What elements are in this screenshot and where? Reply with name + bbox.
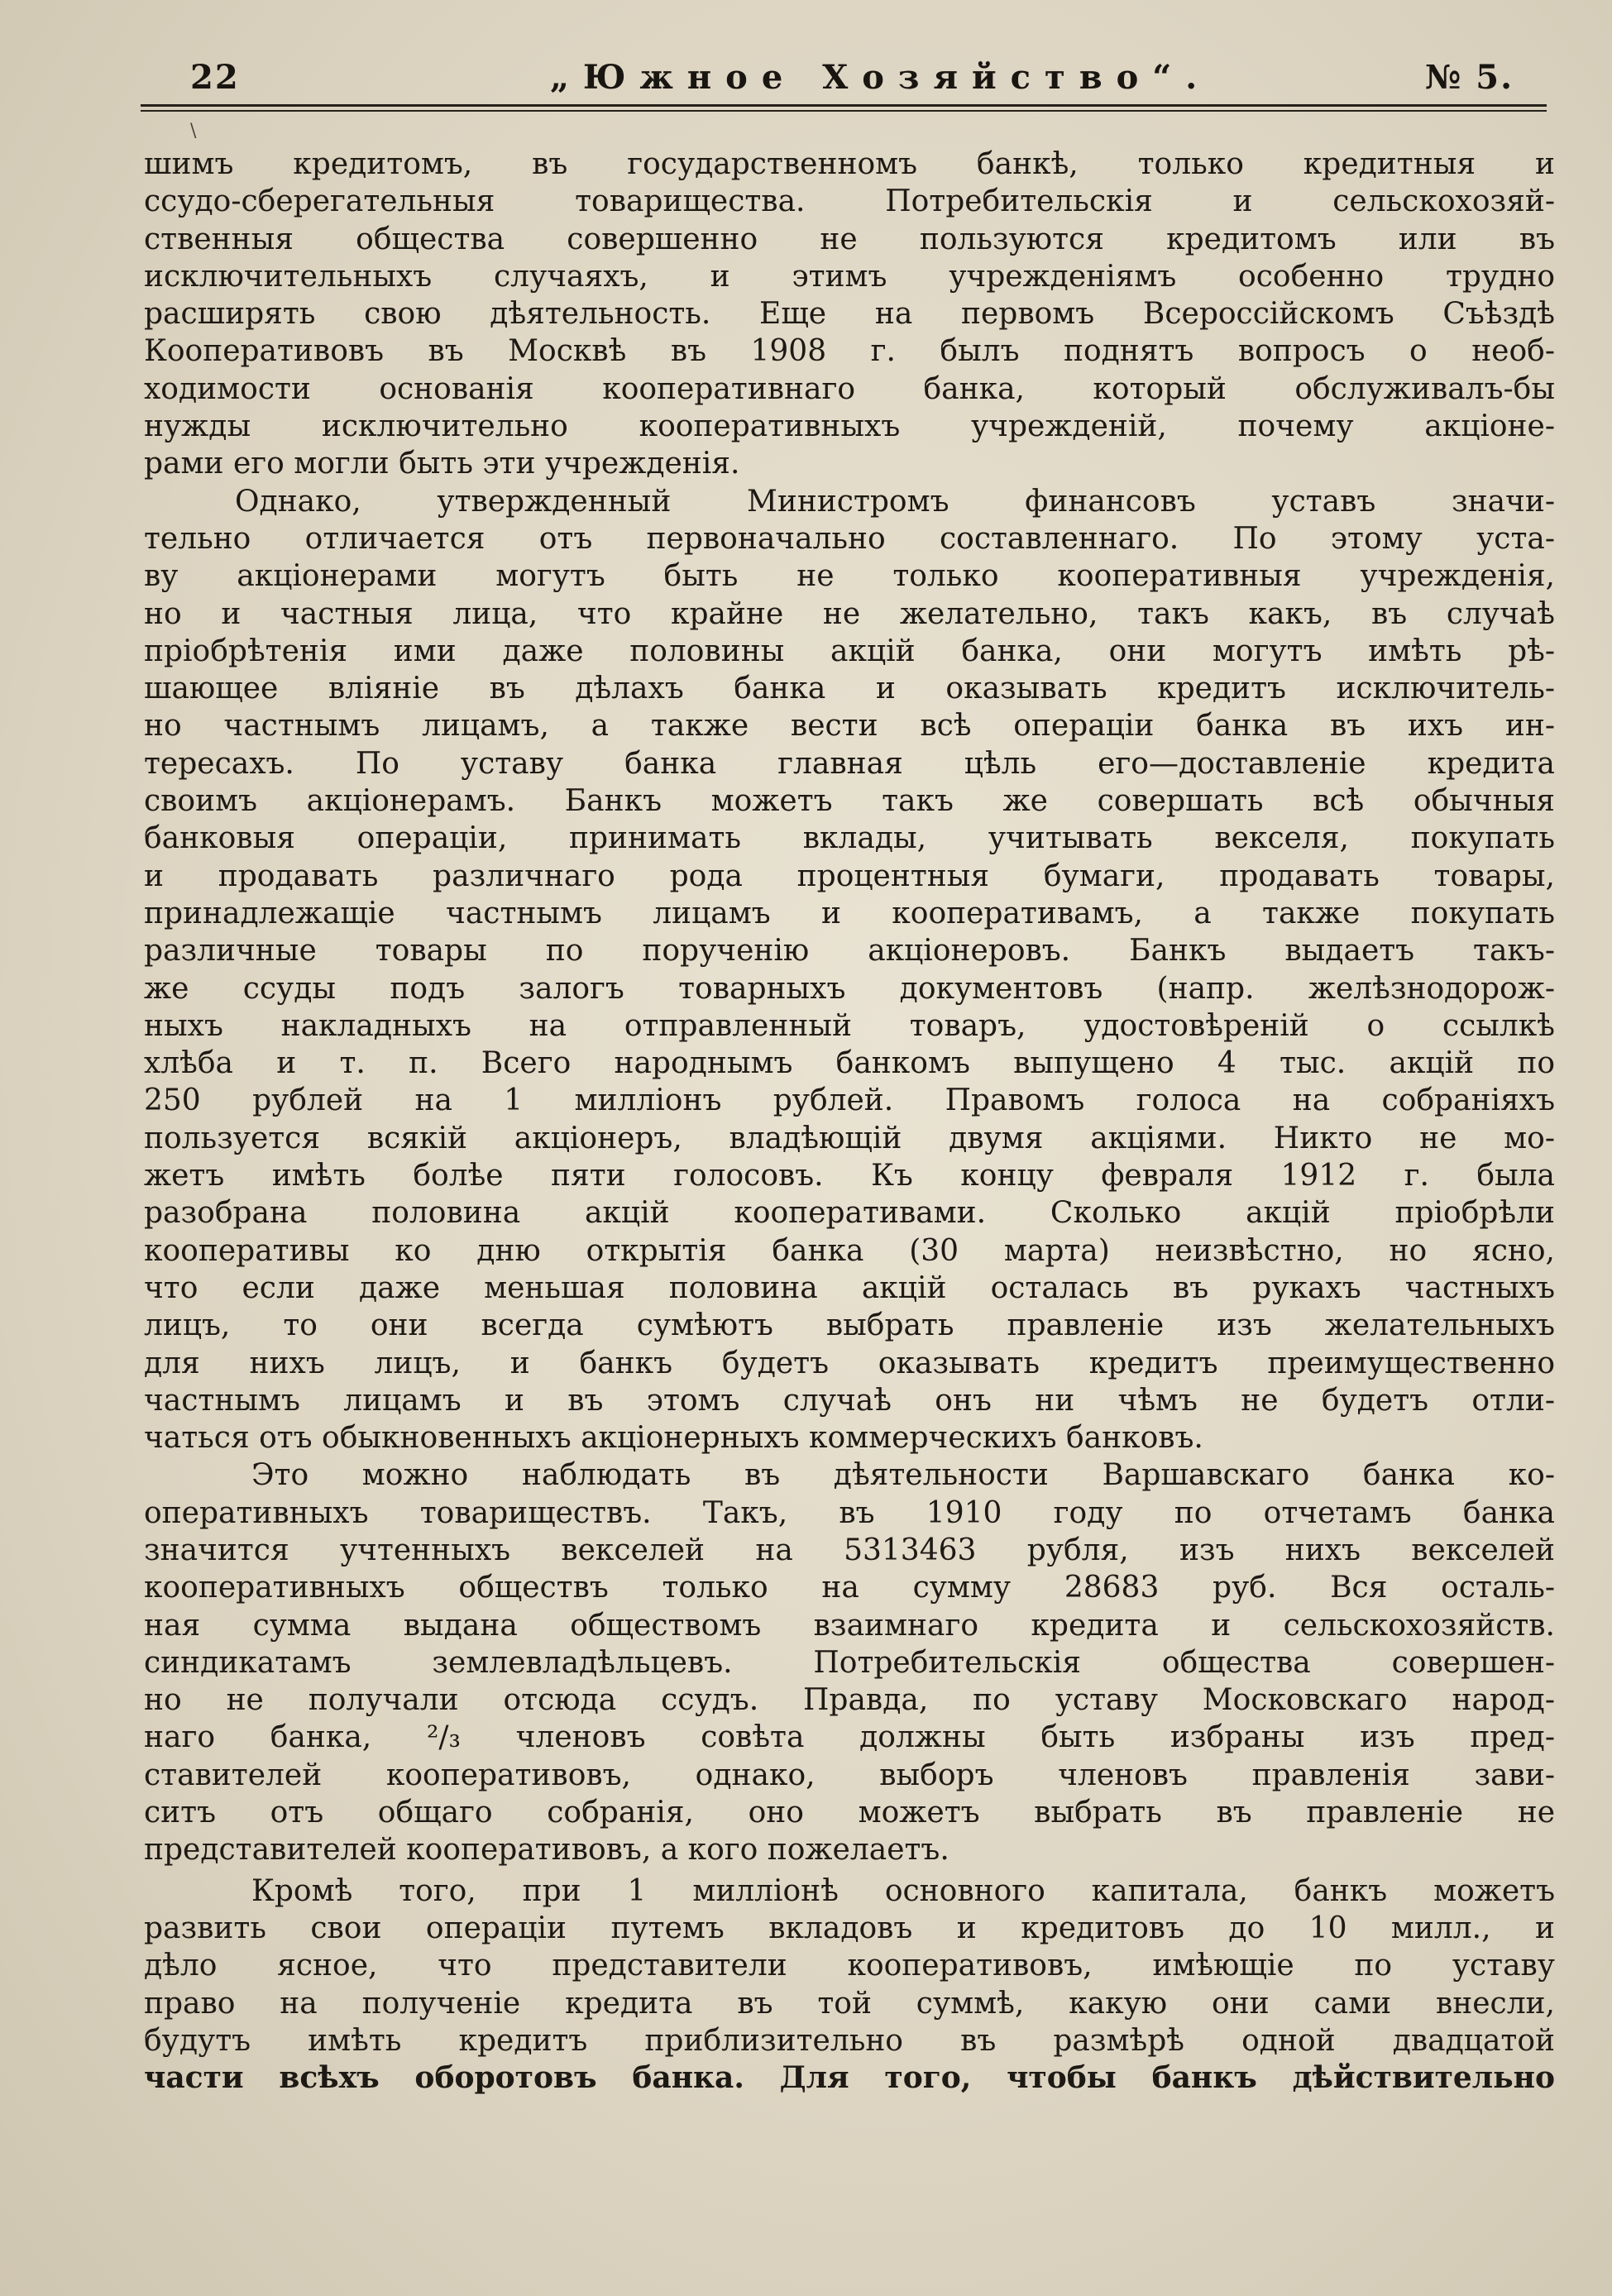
text-line: Однако, утвержденный Министромъ финансовъ уставъ значи- xyxy=(235,484,1555,519)
text-line: ственныя общества совершенно не пользуются кредитомъ или въ xyxy=(144,222,1555,256)
text-line: ссудо-сберегательныя товарищества. Потребительскія и сельскохозяй- xyxy=(144,184,1555,219)
text-line: различные товары по порученію акціонеровъ. Банкъ выдаетъ такъ- xyxy=(144,934,1555,969)
text-line: 250 рублей на 1 милліонъ рублей. Правомъ голоса на собраніяхъ xyxy=(144,1083,1555,1118)
text-line: значится учтенныхъ векселей на 5313463 рубля, изъ нихъ векселей xyxy=(144,1533,1555,1567)
text-line: но частнымъ лицамъ, а также вести всѣ операціи банка въ ихъ ин- xyxy=(144,709,1555,744)
text-line: право на полученіе кредита въ той суммѣ, какую они сами внесли, xyxy=(144,1986,1555,2021)
paragraph-3 xyxy=(144,1457,1555,1868)
text-line: Кромѣ того, при 1 милліонѣ основного капитала, банкъ можетъ xyxy=(251,1873,1555,1908)
text-line: но не получали отсюда ссудъ. Правда, по уставу Московскаго народ- xyxy=(144,1683,1555,1718)
text-line: лицъ, то они всегда сумѣютъ выбрать правленіе изъ желательныхъ xyxy=(144,1308,1555,1343)
text-line: кооперативныхъ обществъ только на сумму 28683 руб. Вся осталь- xyxy=(144,1571,1555,1605)
text-line: и продавать различнаго рода процентныя бумаги, продавать товары, xyxy=(144,859,1555,893)
header-rule-top xyxy=(141,104,1547,107)
text-line: будутъ имѣть кредитъ приблизительно въ размѣрѣ одной двадцатой xyxy=(144,2023,1555,2058)
text-line: наго банка, ²/₃ членовъ совѣта должны быть избраны изъ пред- xyxy=(144,1720,1555,1755)
text-line: ныхъ накладныхъ на отправленный товаръ, удостовѣреній о ссылкѣ xyxy=(144,1008,1555,1043)
text-line: для нихъ лицъ, и банкъ будетъ оказывать кредитъ преимущественно xyxy=(144,1346,1555,1380)
text-line: развить свои операціи путемъ вкладовъ и кредитовъ до 10 милл., и xyxy=(144,1911,1555,1945)
text-line: рами его могли быть эти учрежденія. xyxy=(144,447,740,481)
text-line: своимъ акціонерамъ. Банкъ можетъ такъ же совершать всѣ обычныя xyxy=(144,784,1555,819)
margin-mark: \ xyxy=(190,121,197,141)
article-body xyxy=(144,146,1555,2097)
text-line: но и частныя лица, что крайне не желательно, такъ какъ, въ случаѣ xyxy=(144,596,1555,631)
text-line: жетъ имѣть болѣе пяти голосовъ. Къ концу февраля 1912 г. была xyxy=(144,1159,1555,1193)
text-line: ставителей кооперативовъ, однако, выборъ членовъ правленія зави- xyxy=(144,1758,1555,1792)
text-line: тересахъ. По уставу банка главная цѣль его—доставленіе кредита xyxy=(144,746,1555,781)
text-line: ситъ отъ общаго собранія, оно можетъ выбрать въ правленіе не xyxy=(144,1796,1555,1830)
text-line: кооперативы ко дню открытія банка (30 марта) неизвѣстно, но ясно, xyxy=(144,1233,1555,1268)
text-line: пріобрѣтенія ими даже половины акцій банка, они могутъ имѣть рѣ- xyxy=(144,634,1555,668)
text-line: тельно отличается отъ первоначально составленнаго. По этому уста- xyxy=(144,521,1555,556)
header-rule-bottom xyxy=(141,110,1547,112)
text-line: пользуется всякій акціонеръ, владѣющій двумя акціями. Никто не мо- xyxy=(144,1121,1555,1155)
text-line: расширять свою дѣятельность. Еще на первомъ Всероссійскомъ Съѣздѣ xyxy=(144,297,1555,332)
text-line: разобрана половина акцій кооперативами. Сколько акцій пріобрѣли xyxy=(144,1196,1555,1231)
text-line: Это можно наблюдать въ дѣятельности Варшавскаго банка ко- xyxy=(251,1458,1555,1493)
text-line: хлѣба и т. п. Всего народнымъ банкомъ выпущено 4 тыс. акцій по xyxy=(144,1046,1555,1081)
text-line: синдикатамъ землевладѣльцевъ. Потребительскія общества совершен- xyxy=(144,1645,1555,1680)
text-line: принадлежащіе частнымъ лицамъ и кооперативамъ, а также покупать xyxy=(144,896,1555,930)
paragraph-4 xyxy=(144,1873,1555,2097)
text-line: что если даже меньшая половина акцій осталась въ рукахъ частныхъ xyxy=(144,1270,1555,1305)
text-line: банковыя операціи, принимать вклады, учитывать векселя, покупать xyxy=(144,821,1555,856)
text-line: же ссуды подъ залогъ товарныхъ документовъ (напр. желѣзнодорож- xyxy=(144,971,1555,1006)
paragraph-1 xyxy=(144,146,1555,483)
text-line: ходимости основанія кооперативнаго банка, который обслуживалъ-бы xyxy=(144,371,1555,406)
text-line: нужды исключительно кооперативныхъ учрежденій, почему акціоне- xyxy=(144,409,1555,444)
text-line: шающее вліяніе въ дѣлахъ банка и оказывать кредитъ исключитель- xyxy=(144,672,1555,706)
text-line: ная сумма выдана обществомъ взаимнаго кредита и сельскохозяйств. xyxy=(144,1608,1555,1643)
page-number: 22 xyxy=(190,58,240,97)
text-line: шимъ кредитомъ, въ государственномъ банкѣ, только кредитныя и xyxy=(144,147,1555,181)
text-line: представителей кооперативовъ, а кого пожелаетъ. xyxy=(144,1833,950,1868)
page-header xyxy=(141,51,1547,101)
text-line: дѣло ясное, что представители кооперативовъ, имѣющіе по уставу xyxy=(144,1949,1555,1983)
text-line: части всѣхъ оборотовъ банка. Для того, чтобы банкъ дѣйствительно xyxy=(144,2060,1555,2096)
text-line: частнымъ лицамъ и въ этомъ случаѣ онъ ни чѣмъ не будетъ отли- xyxy=(144,1383,1555,1418)
text-line: исключительныхъ случаяхъ, и этимъ учрежденіямъ особенно трудно xyxy=(144,259,1555,294)
text-line: оперативныхъ товариществъ. Такъ, въ 1910 году по отчетамъ банка xyxy=(144,1495,1555,1530)
text-line: чаться отъ обыкновенныхъ акціонерныхъ коммерческихъ банковъ. xyxy=(144,1421,1203,1456)
text-line: ву акціонерами могутъ быть не только кооперативныя учрежденія, xyxy=(144,559,1555,594)
issue-number: № 5. xyxy=(1424,58,1514,97)
journal-title: „Южное Хозяйство“. xyxy=(550,58,1212,97)
text-line: Кооперативовъ въ Москвѣ въ 1908 г. былъ поднятъ вопросъ о необ- xyxy=(144,334,1555,369)
paragraph-2 xyxy=(144,483,1555,1457)
